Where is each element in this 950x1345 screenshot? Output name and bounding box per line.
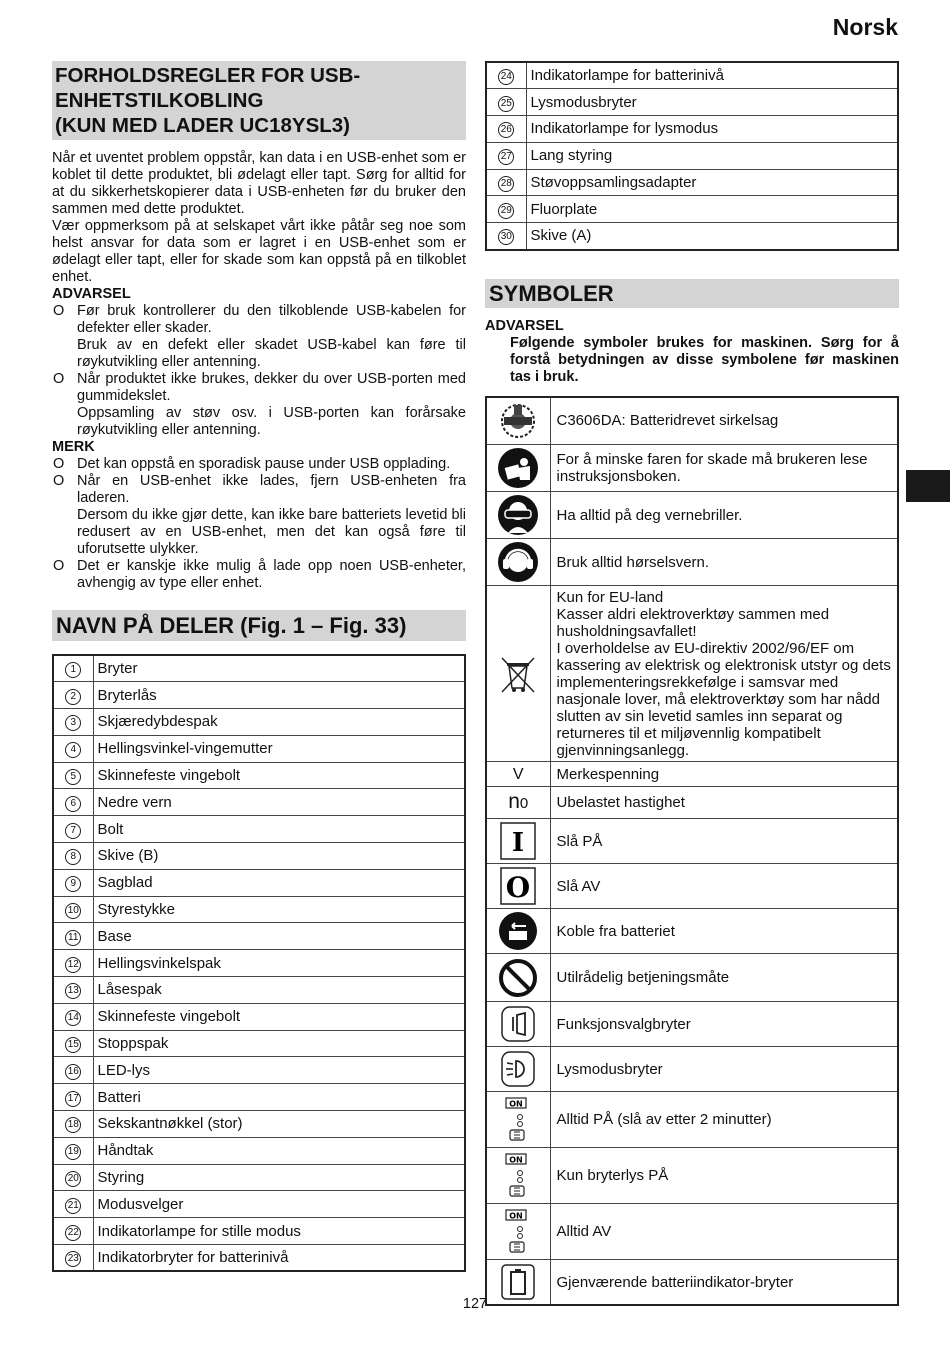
bullet-text <box>77 456 466 473</box>
part-row <box>53 1164 465 1191</box>
symbol-description <box>550 819 898 864</box>
symbols-description: Følgende symboler brukes for maskinen. Sørg for å forstå betydningen av disse symbolene før maskinen tas i bruk. <box>510 334 899 385</box>
symbol-row <box>486 1204 898 1260</box>
part-number: 8 <box>65 849 81 865</box>
symbol-text-line: Funksjonsvalgbryter <box>556 1015 691 1033</box>
symbol-text-line: I overholdelse av EU-direktiv 2002/96/EF om kassering av elektrisk og elektronisk utstyr og dets implementeringsrekkefølge i samsvar med nasjonale lover, må elektroverktøy som har nådd slutten av sin levetid samles inn separat og returneres til et miljøvennlig kompatibelt gjenvinningsanlegg. <box>556 639 891 759</box>
switch-off-icon <box>486 864 550 909</box>
function-select-icon <box>486 1002 550 1047</box>
part-number-cell <box>53 1245 93 1272</box>
part-number: 17 <box>65 1091 81 1107</box>
bullet-marker: O <box>53 371 65 387</box>
svg-text:I: I <box>512 828 525 859</box>
symbol-description <box>550 1092 898 1148</box>
read-manual-icon <box>486 445 550 492</box>
language-label: Norsk <box>832 14 898 40</box>
bullet-marker: O <box>53 558 65 574</box>
part-number: 9 <box>65 876 81 892</box>
no-load-speed-icon <box>486 787 550 819</box>
note-list <box>52 456 466 592</box>
part-number: 4 <box>65 742 81 758</box>
part-number: 30 <box>498 229 514 245</box>
part-name: Skinnefeste vingebolt <box>93 1003 465 1030</box>
symbol-text-line: Koble fra batteriet <box>556 922 675 940</box>
disconnect-battery-icon <box>486 909 550 954</box>
symbol-description <box>550 787 898 819</box>
symbol-description <box>550 1148 898 1204</box>
part-number: 27 <box>498 149 514 165</box>
part-name: Indikatorlampe for batterinivå <box>526 62 898 89</box>
svg-text:O: O <box>506 871 531 905</box>
symbol-text-line: Bruk alltid hørselsvern. <box>556 553 710 571</box>
part-number: 20 <box>65 1171 81 1187</box>
note-label: MERK <box>52 439 95 455</box>
symbol-text-line: Utilrådelig betjeningsmåte <box>556 969 730 987</box>
part-name: Hellingsvinkel-vingemutter <box>93 735 465 762</box>
bullet-text <box>77 558 466 592</box>
symbol-description <box>550 909 898 954</box>
warning-label: ADVARSEL <box>52 286 131 302</box>
part-number: 29 <box>498 203 514 219</box>
circular-saw-icon <box>486 397 550 445</box>
symbol-row <box>486 954 898 1002</box>
part-row <box>53 1137 465 1164</box>
part-number: 5 <box>65 769 81 785</box>
part-number-cell <box>53 762 93 789</box>
part-name: Låsespak <box>93 977 465 1004</box>
part-number-cell <box>53 789 93 816</box>
part-number-cell <box>53 923 93 950</box>
bullet-marker: O <box>53 303 65 319</box>
part-row <box>53 816 465 843</box>
symbols-warning-label: ADVARSEL <box>485 317 564 334</box>
bullet-marker: O <box>53 456 65 472</box>
part-row <box>53 709 465 736</box>
part-number: 19 <box>65 1144 81 1160</box>
symbol-row <box>486 762 898 787</box>
part-row <box>486 116 898 143</box>
part-number-cell <box>53 869 93 896</box>
symbol-text-line: Ha alltid på deg vernebriller. <box>556 506 743 524</box>
bullet-line: Det er kanskje ikke mulig å lade opp noen USB-enheter, avhengig av type eller enhet. <box>77 558 466 591</box>
symbol-row <box>486 1047 898 1092</box>
bullet-marker: O <box>53 473 65 489</box>
part-number-cell <box>486 223 526 250</box>
part-name: Skjæredybdespak <box>93 709 465 736</box>
symbol-text-line: Slå PÅ <box>556 832 603 850</box>
symbol-text-line: Slå AV <box>556 877 601 895</box>
part-name: Styring <box>93 1164 465 1191</box>
parts-heading: NAVN PÅ DELER (Fig. 1 – Fig. 33) <box>52 610 466 641</box>
part-number: 24 <box>498 69 514 85</box>
heading-line: (KUN MED LADER UC18YSL3) <box>55 114 350 137</box>
symbol-row <box>486 909 898 954</box>
part-row <box>53 869 465 896</box>
part-number: 2 <box>65 689 81 705</box>
part-name: Hellingsvinkelspak <box>93 950 465 977</box>
part-number: 26 <box>498 122 514 138</box>
symbol-description <box>550 445 898 492</box>
section-tab-marker <box>906 470 950 502</box>
part-number-cell <box>53 1191 93 1218</box>
symbol-row <box>486 1148 898 1204</box>
part-number: 6 <box>65 796 81 812</box>
part-row <box>53 1218 465 1245</box>
part-name: Bolt <box>93 816 465 843</box>
symbol-text-line: Ubelastet hastighet <box>556 794 685 812</box>
part-number-cell <box>486 89 526 116</box>
part-name: Skive (B) <box>93 843 465 870</box>
part-number-cell <box>53 950 93 977</box>
symbol-text-line: Kasser aldri elektroverktøy sammen med husholdningsavfallet! <box>556 605 830 640</box>
symbol-text-line: C3606DA: Batteridrevet sirkelsag <box>556 412 779 430</box>
part-number-cell <box>486 169 526 196</box>
part-number: 18 <box>65 1117 81 1133</box>
part-number: 7 <box>65 823 81 839</box>
part-row <box>53 682 465 709</box>
part-number: 3 <box>65 715 81 731</box>
symbol-row <box>486 787 898 819</box>
usb-paragraph-2: Vær oppmerksom på at selskapet vårt ikke påtår seg noe som helst ansvar for data som er lagret i en USB-enhet som er ødelagt eller tapt, eller for skade som kan oppstå på en tilkoblet enhet. <box>52 218 466 285</box>
part-number-cell <box>486 196 526 223</box>
part-number-cell <box>53 682 93 709</box>
part-number-cell <box>53 1218 93 1245</box>
bullet-line: Dersom du ikke gjør dette, kan ikke bare batteriets levetid bli redusert av en USB-enhet, men det kan også føre til uforutsette ulykker. <box>77 507 466 557</box>
part-number: 15 <box>65 1037 81 1053</box>
safety-glasses-icon <box>486 492 550 539</box>
part-row <box>53 1084 465 1111</box>
bullet-text <box>77 371 466 439</box>
part-number-cell <box>53 1003 93 1030</box>
symbol-description <box>550 539 898 586</box>
warning-list <box>52 303 466 439</box>
symbol-row <box>486 1002 898 1047</box>
bullet-line: Når en USB-enhet ikke lades, fjern USB-enheten fra laderen. <box>77 473 466 506</box>
part-number-cell <box>53 1137 93 1164</box>
symbol-description <box>550 762 898 787</box>
part-row <box>486 169 898 196</box>
part-number: 21 <box>65 1198 81 1214</box>
bullet-item <box>52 473 466 558</box>
part-name: Styrestykke <box>93 896 465 923</box>
part-row <box>53 1030 465 1057</box>
heading-line: ENHETSTILKOBLING <box>55 89 264 112</box>
parts-table <box>52 654 466 1272</box>
part-row <box>53 923 465 950</box>
part-row <box>53 977 465 1004</box>
bullet-line: Det kan oppstå en sporadisk pause under USB opplading. <box>77 456 451 472</box>
part-row <box>486 223 898 250</box>
page-number: 127 <box>462 1296 488 1312</box>
part-name: Håndtak <box>93 1137 465 1164</box>
part-name: LED-lys <box>93 1057 465 1084</box>
part-row <box>486 142 898 169</box>
part-row <box>53 950 465 977</box>
prohibited-icon <box>486 954 550 1002</box>
voltage-icon <box>486 762 550 787</box>
bullet-item <box>52 456 466 473</box>
part-number: 22 <box>65 1225 81 1241</box>
part-row <box>53 735 465 762</box>
symbol-description <box>550 864 898 909</box>
part-number-cell <box>53 1111 93 1138</box>
bullet-item <box>52 558 466 592</box>
part-number-cell <box>53 735 93 762</box>
part-number: 10 <box>65 903 81 919</box>
symbol-row <box>486 864 898 909</box>
part-name: Bryterlås <box>93 682 465 709</box>
part-number-cell <box>53 1164 93 1191</box>
part-name: Indikatorlampe for lysmodus <box>526 116 898 143</box>
switch-light-on-icon <box>486 1148 550 1204</box>
symbol-text-line: Alltid AV <box>556 1223 612 1241</box>
part-number-cell <box>486 142 526 169</box>
symbol-row <box>486 586 898 762</box>
symbol-description <box>550 1047 898 1092</box>
part-number-cell <box>486 116 526 143</box>
bullet-line: Når produktet ikke brukes, dekker du over USB-porten med gummidekslet. <box>77 371 466 404</box>
bullet-line: Oppsamling av støv osv. i USB-porten kan forårsake røykutvikling eller antenning. <box>77 405 466 438</box>
svg-text:ON: ON <box>509 1099 523 1109</box>
parts-table-continued <box>485 61 899 251</box>
svg-text:ON: ON <box>509 1155 523 1165</box>
part-number: 12 <box>65 957 81 973</box>
bullet-item <box>52 303 466 371</box>
part-row <box>486 89 898 116</box>
part-number-cell <box>53 1084 93 1111</box>
part-number-cell <box>53 816 93 843</box>
left-column <box>52 61 466 1272</box>
part-row <box>53 896 465 923</box>
part-row <box>53 1003 465 1030</box>
symbol-row <box>486 1092 898 1148</box>
part-number-cell <box>53 843 93 870</box>
part-number-cell <box>53 709 93 736</box>
part-name: Støvoppsamlingsadapter <box>526 169 898 196</box>
symbol-text-line: Merkespenning <box>556 765 660 783</box>
bullet-line: Før bruk kontrollerer du den tilkoblende USB-kabelen for defekter eller skader. <box>77 303 466 336</box>
symbol-description <box>550 1204 898 1260</box>
part-number: 23 <box>65 1251 81 1267</box>
usb-paragraph-1: Når et uventet problem oppstår, kan data i en USB-enhet som er koblet til dette produktet, bli ødelagt eller tapt. Sørg for alltid for at du sikkerhetskopierer data i USB-enheten før du bruker den sammen med dette produktet. <box>52 150 466 217</box>
symbol-row <box>486 539 898 586</box>
part-number: 1 <box>65 662 81 678</box>
part-number-cell <box>53 655 93 682</box>
symbol-text-line: For å minske faren for skade må brukeren lese instruksjonsboken. <box>556 451 868 486</box>
part-number-cell <box>53 896 93 923</box>
voltage-symbol: V <box>512 765 524 783</box>
symbols-heading: SYMBOLER <box>485 279 899 308</box>
part-row <box>486 62 898 89</box>
symbol-row <box>486 445 898 492</box>
part-number-cell <box>486 62 526 89</box>
symbols-table <box>485 396 899 1307</box>
part-row <box>53 1191 465 1218</box>
symbol-text-line: Lysmodusbryter <box>556 1060 663 1078</box>
part-name: Skinnefeste vingebolt <box>93 762 465 789</box>
bullet-text <box>77 473 466 558</box>
part-name: Bryter <box>93 655 465 682</box>
part-name: Indikatorbryter for batterinivå <box>93 1245 465 1272</box>
part-number: 11 <box>65 930 81 946</box>
part-number: 28 <box>498 176 514 192</box>
light-mode-icon <box>486 1047 550 1092</box>
symbol-description <box>550 1002 898 1047</box>
part-name: Nedre vern <box>93 789 465 816</box>
symbol-description <box>550 954 898 1002</box>
part-row <box>53 655 465 682</box>
symbol-text-line: Alltid PÅ (slå av etter 2 minutter) <box>556 1111 772 1129</box>
part-name: Modusvelger <box>93 1191 465 1218</box>
part-number-cell <box>53 977 93 1004</box>
right-column <box>485 61 899 1306</box>
part-row <box>53 789 465 816</box>
part-name: Stoppspak <box>93 1030 465 1057</box>
ear-protection-icon <box>486 539 550 586</box>
part-row <box>53 1057 465 1084</box>
part-number-cell <box>53 1057 93 1084</box>
part-name: Fluorplate <box>526 196 898 223</box>
svg-text:ON: ON <box>509 1211 523 1221</box>
part-row <box>53 1245 465 1272</box>
part-number: 14 <box>65 1010 81 1026</box>
no-load-speed-symbol: n0 <box>508 790 529 814</box>
part-number: 16 <box>65 1064 81 1080</box>
part-number: 25 <box>498 96 514 112</box>
part-number: 13 <box>65 983 81 999</box>
part-name: Lang styring <box>526 142 898 169</box>
part-name: Sagblad <box>93 869 465 896</box>
symbol-row <box>486 819 898 864</box>
part-name: Lysmodusbryter <box>526 89 898 116</box>
bullet-line: Bruk av en defekt eller skadet USB-kabel kan føre til røykutvikling eller antenning. <box>77 337 466 370</box>
symbol-text-line: Kun for EU-land <box>556 588 664 606</box>
always-on-icon <box>486 1092 550 1148</box>
usb-precautions-heading <box>52 61 466 140</box>
symbol-description <box>550 492 898 539</box>
part-number-cell <box>53 1030 93 1057</box>
part-name: Skive (A) <box>526 223 898 250</box>
heading-line: FORHOLDSREGLER FOR USB- <box>55 64 361 87</box>
symbol-text-line: Kun bryterlys PÅ <box>556 1167 669 1185</box>
part-name: Sekskantnøkkel (stor) <box>93 1111 465 1138</box>
symbol-description <box>550 586 898 762</box>
part-name: Base <box>93 923 465 950</box>
bullet-item <box>52 371 466 439</box>
bullet-text <box>77 303 466 371</box>
part-row <box>53 843 465 870</box>
symbol-row <box>486 492 898 539</box>
part-row <box>53 1111 465 1138</box>
crossed-bin-icon <box>486 586 550 762</box>
always-off-icon <box>486 1204 550 1260</box>
part-name: Batteri <box>93 1084 465 1111</box>
symbol-text-line: Gjenværende batteriindikator-bryter <box>556 1273 794 1291</box>
part-row <box>486 196 898 223</box>
part-row <box>53 762 465 789</box>
symbol-row <box>486 397 898 445</box>
part-name: Indikatorlampe for stille modus <box>93 1218 465 1245</box>
symbol-description <box>550 397 898 445</box>
switch-on-icon <box>486 819 550 864</box>
